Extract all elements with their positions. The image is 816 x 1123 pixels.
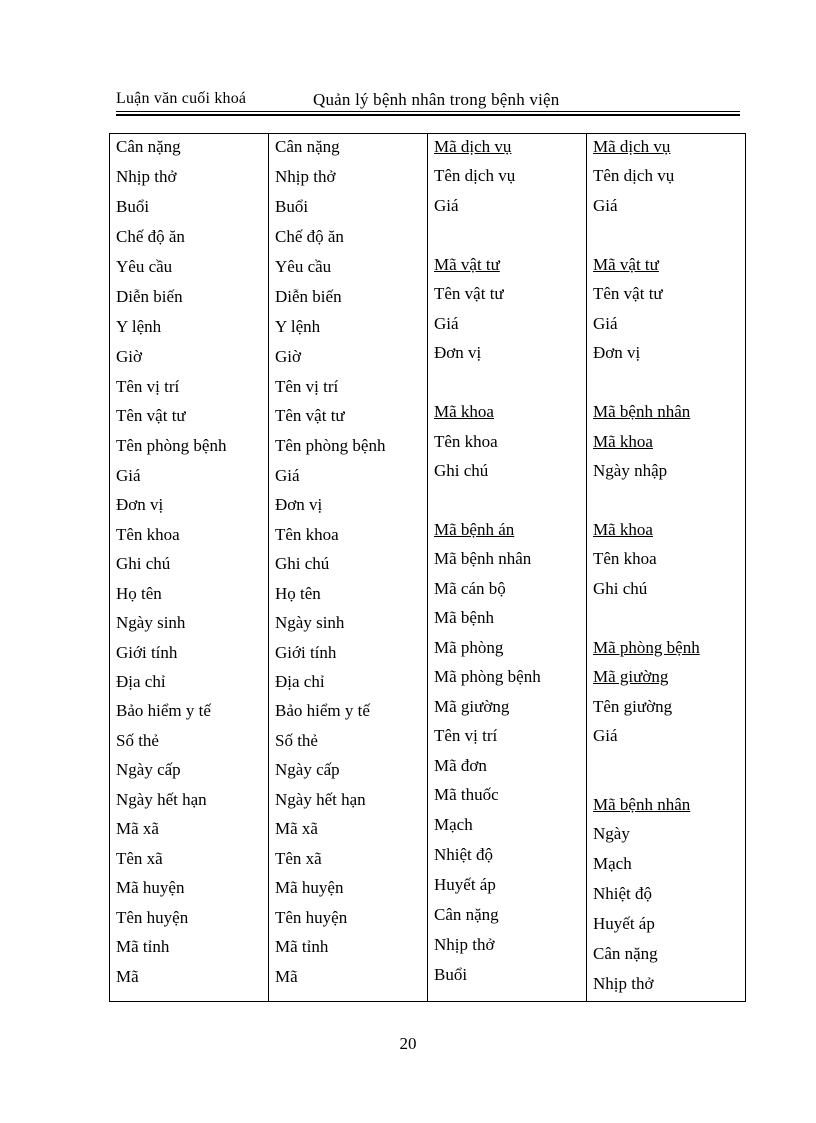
table-cell: Mã tỉnh bbox=[275, 937, 329, 956]
page-number: 20 bbox=[399, 1034, 417, 1053]
table-cell: Buổi bbox=[434, 965, 468, 984]
table-cell: Mã huyện bbox=[116, 878, 185, 897]
table-cell: Ghi chú bbox=[275, 554, 330, 573]
table-cell: Giờ bbox=[275, 347, 301, 366]
table-cell: Giờ bbox=[116, 347, 142, 366]
table-cell: Mã bệnh bbox=[434, 608, 494, 627]
table-cell: Yêu cầu bbox=[116, 257, 173, 276]
table-cell: Nhịp thở bbox=[116, 167, 177, 186]
table-cell: Nhịp thở bbox=[275, 167, 336, 186]
table-cell: Ghi chú bbox=[593, 579, 648, 598]
table-cell: Tên xã bbox=[275, 849, 322, 868]
table-cell: Mã bệnh nhân bbox=[434, 549, 532, 568]
table-cell: Huyết áp bbox=[434, 875, 496, 894]
table-cell: Bảo hiểm y tế bbox=[116, 701, 211, 720]
table-cell: Ngày bbox=[593, 824, 630, 843]
table-cell: Tên giường bbox=[593, 697, 673, 716]
table-cell: Giá bbox=[593, 726, 618, 745]
table-cell: Y lệnh bbox=[275, 317, 321, 336]
table-cell: Nhịp thở bbox=[434, 935, 495, 954]
table-cell-key: Mã giường bbox=[593, 667, 669, 686]
table-cell: Mã xã bbox=[116, 819, 159, 838]
table-cell: Tên khoa bbox=[275, 525, 339, 544]
table-cell: Tên khoa bbox=[434, 432, 498, 451]
header-left-title: Luận văn cuối khoá bbox=[116, 90, 247, 107]
table-cell: Mã đơn bbox=[434, 756, 487, 775]
table-cell-key: Mã bệnh nhân bbox=[593, 795, 691, 814]
table-cell: Ngày cấp bbox=[275, 760, 340, 779]
header-rule-thin bbox=[116, 111, 740, 112]
table-column-1 bbox=[110, 134, 269, 1001]
table-cell: Tên xã bbox=[116, 849, 163, 868]
table-cell: Giới tính bbox=[116, 643, 178, 662]
table-cell: Ngày hết hạn bbox=[275, 790, 366, 809]
header-rule-thick bbox=[116, 114, 740, 116]
table-cell: Tên phòng bệnh bbox=[275, 436, 386, 455]
table-cell: Giá bbox=[275, 466, 300, 485]
table-cell: Tên vị trí bbox=[434, 726, 498, 745]
table-cell: Tên vị trí bbox=[116, 377, 180, 396]
table-cell: Mã phòng bệnh bbox=[434, 667, 541, 686]
table-cell: Tên vị trí bbox=[275, 377, 339, 396]
table-cell-key: Mã phòng bệnh bbox=[593, 638, 700, 657]
table-cell: Tên vật tư bbox=[116, 406, 186, 425]
table-cell: Mã cán bộ bbox=[434, 579, 506, 598]
table-cell: Mã bbox=[116, 967, 139, 986]
table-cell: Giá bbox=[434, 314, 459, 333]
table-cell: Ngày hết hạn bbox=[116, 790, 207, 809]
table-cell: Huyết áp bbox=[593, 914, 655, 933]
header-right-title: Quản lý bệnh nhân trong bệnh viện bbox=[313, 90, 560, 109]
table-cell: Địa chỉ bbox=[116, 672, 166, 691]
table-cell: Giá bbox=[116, 466, 141, 485]
table-cell: Nhiệt độ bbox=[593, 884, 653, 903]
table-cell: Y lệnh bbox=[116, 317, 162, 336]
table-cell: Đơn vị bbox=[593, 343, 641, 362]
table-cell: Diễn biến bbox=[116, 287, 183, 306]
table-cell: Cân nặng bbox=[593, 944, 658, 963]
table-cell: Ghi chú bbox=[434, 461, 489, 480]
table-cell: Cân nặng bbox=[434, 905, 499, 924]
attribute-table bbox=[109, 133, 746, 1002]
table-cell: Tên khoa bbox=[116, 525, 180, 544]
table-cell: Ngày cấp bbox=[116, 760, 181, 779]
table-column-3 bbox=[428, 134, 587, 1001]
table-cell: Tên phòng bệnh bbox=[116, 436, 227, 455]
table-cell-key: Mã dịch vụ bbox=[593, 137, 671, 156]
table-cell: Cân nặng bbox=[275, 137, 340, 156]
table-cell: Giới tính bbox=[275, 643, 337, 662]
table-cell: Giá bbox=[434, 196, 459, 215]
table-cell: Đơn vị bbox=[116, 495, 164, 514]
table-cell: Tên vật tư bbox=[275, 406, 345, 425]
table-cell: Số thẻ bbox=[275, 731, 318, 750]
table-cell: Giá bbox=[593, 196, 618, 215]
table-cell-key: Mã khoa bbox=[593, 432, 653, 451]
table-cell: Yêu cầu bbox=[275, 257, 332, 276]
table-cell: Mã thuốc bbox=[434, 785, 499, 804]
table-cell-key: Mã bệnh án bbox=[434, 520, 515, 539]
table-cell: Tên dịch vụ bbox=[434, 166, 516, 185]
table-cell: Họ tên bbox=[275, 584, 321, 603]
table-cell: Cân nặng bbox=[116, 137, 181, 156]
table-cell-key: Mã khoa bbox=[434, 402, 494, 421]
table-cell-key: Mã khoa bbox=[593, 520, 653, 539]
table-column-4 bbox=[587, 134, 745, 1001]
table-cell: Địa chỉ bbox=[275, 672, 325, 691]
table-cell: Chế độ ăn bbox=[116, 227, 185, 246]
table-cell: Bảo hiểm y tế bbox=[275, 701, 370, 720]
table-cell: Họ tên bbox=[116, 584, 162, 603]
table-cell: Buổi bbox=[275, 197, 309, 216]
table-cell: Diễn biến bbox=[275, 287, 342, 306]
table-column-2 bbox=[269, 134, 428, 1001]
table-cell: Mã tỉnh bbox=[116, 937, 170, 956]
table-cell: Giá bbox=[593, 314, 618, 333]
table-cell: Nhịp thở bbox=[593, 974, 654, 993]
table-cell-key: Mã vật tư bbox=[593, 255, 659, 274]
table-cell: Đơn vị bbox=[275, 495, 323, 514]
table-cell: Buổi bbox=[116, 197, 150, 216]
table-cell: Mã huyện bbox=[275, 878, 344, 897]
table-cell: Ghi chú bbox=[116, 554, 171, 573]
page-header bbox=[116, 90, 740, 112]
table-cell: Ngày nhập bbox=[593, 461, 668, 480]
table-cell: Tên khoa bbox=[593, 549, 657, 568]
table-cell-key: Mã dịch vụ bbox=[434, 137, 512, 156]
table-cell-key: Mã bệnh nhân bbox=[593, 402, 691, 421]
table-cell: Tên huyện bbox=[275, 908, 348, 927]
table-cell: Tên vật tư bbox=[593, 284, 663, 303]
table-cell: Mã xã bbox=[275, 819, 318, 838]
table-cell: Chế độ ăn bbox=[275, 227, 344, 246]
table-cell: Ngày sinh bbox=[275, 613, 345, 632]
table-cell: Mã phòng bbox=[434, 638, 504, 657]
table-cell: Mạch bbox=[434, 815, 473, 834]
table-cell: Số thẻ bbox=[116, 731, 159, 750]
table-cell: Mã bbox=[275, 967, 298, 986]
table-cell: Tên dịch vụ bbox=[593, 166, 675, 185]
table-cell-key: Mã vật tư bbox=[434, 255, 500, 274]
table-cell: Đơn vị bbox=[434, 343, 482, 362]
table-cell: Ngày sinh bbox=[116, 613, 186, 632]
table-cell: Tên huyện bbox=[116, 908, 189, 927]
table-cell: Mã giường bbox=[434, 697, 510, 716]
table-cell: Mạch bbox=[593, 854, 632, 873]
table-cell: Nhiệt độ bbox=[434, 845, 494, 864]
table-cell: Tên vật tư bbox=[434, 284, 504, 303]
